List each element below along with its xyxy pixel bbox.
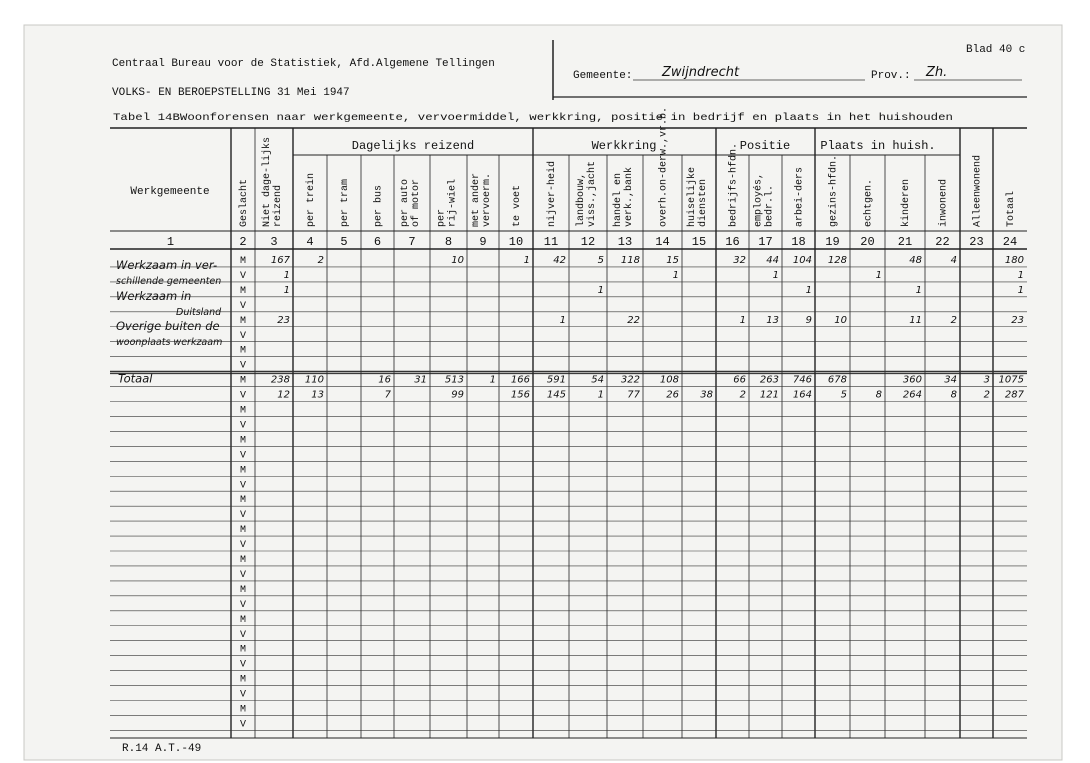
table-cell: 156 — [510, 389, 530, 401]
column-heading: of motor — [411, 178, 422, 227]
sex-code: V — [239, 569, 247, 581]
table-cell: 5 — [840, 389, 847, 401]
table-cell: 180 — [1004, 255, 1024, 266]
sex-code: M — [239, 704, 247, 716]
column-heading: rij-wiel — [447, 178, 459, 227]
table-cell: 167 — [270, 255, 290, 266]
table-cell: 15 — [666, 255, 679, 266]
werkgemeente-header: Werkgemeente — [130, 186, 210, 198]
column-heading: bedr.l. — [764, 184, 776, 227]
column-heading: verk.,bank — [624, 166, 635, 227]
table-cell: 31 — [414, 374, 427, 386]
column-heading: te voet — [512, 184, 523, 227]
column-number: 19 — [825, 235, 840, 249]
table-cell: 128 — [827, 255, 847, 266]
table-cell: 42 — [553, 255, 566, 266]
column-heading: Niet dage-lijks — [262, 136, 273, 227]
column-heading: reizend — [273, 184, 284, 227]
column-heading: landbouw, — [576, 172, 587, 227]
column-heading: Totaal — [1006, 190, 1017, 227]
province-label: Prov.: — [871, 70, 911, 82]
column-number: 11 — [543, 235, 559, 249]
gemeente-value: Zwijndrecht — [662, 65, 740, 80]
sex-code: V — [239, 689, 247, 701]
row-label: woonplaats werkzaam — [116, 337, 223, 348]
column-number: 10 — [508, 235, 524, 249]
table-cell: 1 — [489, 374, 496, 386]
table-cell: 10 — [451, 255, 464, 266]
sex-code: M — [239, 555, 247, 566]
column-number: 8 — [444, 235, 453, 249]
column-number: 1 — [166, 235, 175, 249]
column-heading: Alleenwonend — [972, 154, 984, 227]
column-number: 16 — [725, 235, 740, 249]
table-cell: 32 — [733, 255, 746, 266]
table-cell: 164 — [792, 389, 812, 401]
row-label: Werkzaam in — [116, 289, 192, 303]
column-number: 2 — [239, 235, 247, 249]
table-cell: 2 — [317, 255, 324, 266]
column-number: 22 — [935, 235, 950, 249]
table-cell: 1 — [739, 314, 746, 326]
table-cell: 48 — [909, 255, 922, 266]
table-cell: 2 — [983, 389, 990, 401]
table-cell: 13 — [311, 389, 324, 401]
column-heading: met ander — [471, 172, 482, 227]
census-title: VOLKS- EN BEROEPSTELLING 31 Mei 1947 — [112, 87, 350, 99]
sex-code: M — [239, 315, 247, 327]
group-header: Positie — [739, 139, 791, 153]
column-heading: per tram — [340, 178, 351, 227]
group-header: Werkkring — [591, 139, 657, 153]
sex-code: V — [239, 420, 247, 432]
table-cell: 34 — [944, 374, 957, 386]
table-cell: 77 — [627, 389, 640, 401]
column-number: 23 — [969, 235, 984, 249]
column-heading: nijver-heid — [547, 160, 558, 227]
sex-code: M — [239, 495, 247, 507]
table-cell: 110 — [304, 374, 324, 386]
column-heading: Geslacht — [239, 178, 250, 227]
sex-code: V — [239, 659, 247, 671]
table-cell: 99 — [451, 389, 464, 401]
table-cell: 1075 — [998, 374, 1024, 386]
group-header: Dagelijks reizend — [351, 139, 475, 153]
table-cell: 54 — [591, 374, 604, 386]
column-heading: overh.on-derw.,vr.b. — [658, 106, 670, 227]
column-number: 7 — [408, 235, 416, 249]
column-number: 12 — [580, 235, 596, 249]
table-cell: 5 — [597, 255, 604, 266]
sex-code: M — [239, 644, 247, 656]
row-label: Werkzaam in ver- — [116, 258, 218, 272]
table-cell: 1 — [597, 284, 604, 296]
table-cell: 1 — [672, 269, 679, 281]
table-cell: 238 — [270, 374, 290, 386]
row-label: schillende gemeenten — [116, 276, 222, 287]
table-cell: 38 — [700, 389, 713, 401]
table-cell: 9 — [805, 314, 812, 326]
table-cell: 8 — [875, 389, 882, 401]
column-number: 24 — [1002, 235, 1018, 249]
table-cell: 26 — [666, 389, 679, 401]
column-heading: handel en — [613, 172, 624, 227]
table-cell: 121 — [759, 389, 779, 401]
column-number: 14 — [655, 235, 670, 249]
sex-code: M — [239, 405, 247, 417]
sex-code: V — [239, 390, 247, 402]
table-cell: 44 — [766, 255, 779, 266]
column-heading: per bus — [373, 184, 385, 227]
table-cell: 22 — [627, 314, 640, 326]
sex-code: M — [239, 435, 247, 447]
table-cell: 322 — [620, 374, 640, 386]
table-cell: 2 — [739, 389, 746, 401]
table-cell: 12 — [277, 389, 290, 401]
column-heading: huiselijke — [687, 166, 698, 227]
column-heading: vervoerm. — [482, 172, 493, 227]
table-cell: 2 — [950, 314, 957, 326]
table-cell: 3 — [983, 374, 990, 386]
table-cell: 591 — [546, 374, 566, 386]
province-value: Zh. — [926, 65, 948, 80]
sex-code: M — [239, 256, 247, 267]
table-cell: 118 — [620, 255, 640, 266]
table-cell: 104 — [792, 255, 812, 266]
sex-code: V — [239, 300, 247, 312]
totals-label: Totaal — [118, 371, 153, 386]
table-cell: 1 — [559, 314, 566, 326]
organization-name: Centraal Bureau voor de Statistiek, Afd.Algemene Tellingen — [112, 58, 495, 70]
table-cell: 360 — [902, 374, 922, 386]
column-number: 21 — [897, 235, 913, 249]
column-heading: per trein — [306, 172, 317, 227]
column-heading: echtgen. — [863, 178, 875, 227]
table-cell: 1 — [772, 269, 779, 281]
sex-code: M — [239, 674, 247, 686]
sex-code: V — [239, 629, 247, 641]
table-cell: 1 — [875, 269, 882, 281]
sex-code: V — [239, 480, 247, 492]
sex-code: M — [239, 614, 247, 626]
table-cell: 287 — [1004, 389, 1024, 401]
table-cell: 1 — [1017, 284, 1024, 296]
table-cell: 16 — [378, 374, 391, 386]
sheet-number: Blad 40 c — [966, 44, 1026, 56]
sex-code: V — [239, 510, 247, 522]
column-heading: per — [436, 208, 448, 227]
sex-code: V — [239, 450, 247, 462]
form-code: R.14 A.T.-49 — [122, 743, 202, 755]
column-heading: gezins-hfdn. — [828, 154, 840, 227]
column-heading: bedrijfs-hfdn. — [728, 142, 740, 227]
column-number: 3 — [270, 235, 278, 249]
table-cell: 1 — [283, 269, 290, 281]
table-cell: 1 — [805, 284, 812, 296]
table-cell: 263 — [759, 374, 779, 386]
table-cell: 513 — [444, 374, 464, 386]
column-heading: inwonend — [938, 178, 950, 227]
sex-code: M — [239, 345, 247, 357]
table-cell: 264 — [902, 389, 922, 401]
table-cell: 108 — [659, 374, 679, 386]
column-number: 13 — [617, 235, 633, 249]
table-cell: 166 — [510, 374, 530, 386]
table-cell: 1 — [523, 255, 530, 266]
column-number: 6 — [373, 235, 382, 249]
table-cell: 145 — [546, 389, 566, 401]
column-number: 17 — [758, 235, 773, 249]
group-header: Plaats in huish. — [820, 139, 936, 153]
table-cell: 1 — [283, 284, 290, 296]
table-cell: 746 — [792, 374, 812, 386]
table-cell: 7 — [384, 389, 391, 401]
column-number: 18 — [791, 235, 806, 249]
table-cell: 1 — [597, 389, 604, 401]
sex-code: V — [239, 540, 247, 552]
table-cell: 1 — [1017, 269, 1024, 281]
table-cell: 23 — [277, 314, 290, 326]
sex-code: V — [239, 360, 247, 372]
table-cell: 10 — [834, 314, 847, 326]
column-heading: viss.,jacht — [587, 160, 598, 227]
sex-code: M — [239, 285, 247, 297]
sex-code: M — [239, 584, 247, 596]
column-heading: kinderen — [901, 178, 912, 227]
column-heading: diensten — [698, 178, 709, 227]
column-number: 4 — [306, 235, 314, 249]
column-number: 5 — [340, 235, 348, 249]
table-title: Tabel 14BWoonforensen naar werkgemeente, vervoermiddel, werkkring, positie in bedrijf en plaats in het huishouden — [113, 112, 953, 124]
column-number: 9 — [479, 235, 487, 249]
row-label: Overige buiten de — [116, 319, 220, 333]
sex-code: V — [239, 270, 247, 282]
table-cell: 11 — [909, 314, 922, 326]
column-heading: per auto — [400, 178, 411, 227]
table-cell: 23 — [1011, 314, 1024, 326]
sex-code: M — [239, 525, 247, 537]
table-cell: 1 — [915, 284, 922, 296]
table-cell: 13 — [766, 314, 779, 326]
column-heading: employés, — [753, 172, 765, 227]
table-cell: 8 — [950, 389, 957, 401]
row-label: Duitsland — [176, 307, 222, 318]
sex-code: V — [239, 719, 247, 731]
table-cell: 4 — [950, 255, 957, 266]
column-heading: arbei-ders — [794, 166, 806, 227]
table-cell: 66 — [733, 374, 746, 386]
column-number: 15 — [691, 235, 707, 249]
sex-code: M — [239, 375, 247, 387]
sex-code: M — [239, 465, 247, 477]
column-number: 20 — [860, 235, 875, 249]
gemeente-label: Gemeente: — [573, 70, 633, 82]
sex-code: V — [239, 330, 247, 342]
sex-code: V — [239, 599, 247, 611]
table-cell: 678 — [827, 374, 847, 386]
